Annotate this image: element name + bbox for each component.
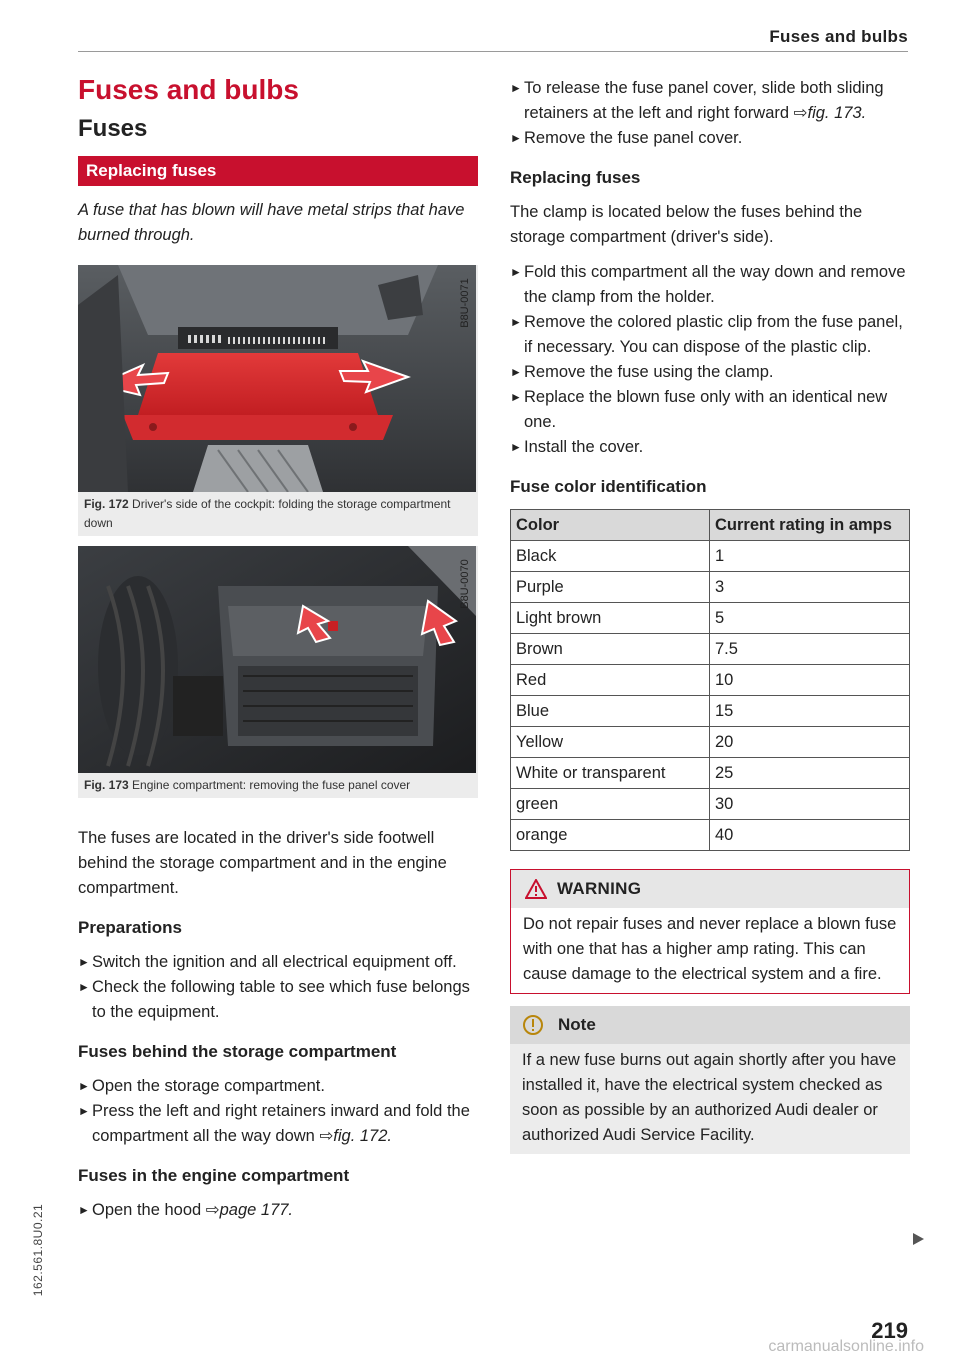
figure-code: B8U-0070 xyxy=(459,559,471,609)
list-item: ► Press the left and right retainers inward and fold the compartment all the way down ⇨fig. 172. xyxy=(78,1099,478,1149)
replace-heading: Replacing fuses xyxy=(510,168,641,187)
list-item: ► To release the fuse panel cover, slide both sliding retainers at the left and right forward ⇨fig. 173. xyxy=(510,76,910,126)
section-title: Fuses xyxy=(78,115,148,142)
table-row: green 30 xyxy=(511,789,910,820)
table-row: Brown 7.5 xyxy=(511,634,910,665)
bullet-arrow-icon: ► xyxy=(78,1079,90,1093)
table-row: Purple 3 xyxy=(511,572,910,603)
figure-173 xyxy=(78,546,478,798)
bullet-arrow-icon: ► xyxy=(510,131,522,145)
fig-173-link[interactable]: ⇨fig. 173. xyxy=(793,104,867,122)
storage-list xyxy=(78,1074,478,1149)
bullet-arrow-icon: ► xyxy=(510,81,522,95)
color-heading: Fuse color identification xyxy=(510,477,707,496)
watermark: carmanualsonline.info xyxy=(768,1338,924,1355)
page-number: 219 xyxy=(871,1318,908,1343)
note-info-icon xyxy=(522,1014,544,1036)
figure-caption xyxy=(78,492,478,536)
bullet-arrow-icon: ► xyxy=(78,1104,90,1118)
cockpit-illustration xyxy=(78,265,476,492)
figure-caption-text: Driver's side of the cockpit: folding the storage compartment down xyxy=(84,497,451,530)
clamp-paragraph: The clamp is located below the fuses behind the storage compartment (driver's side). xyxy=(510,203,863,246)
figure-172 xyxy=(78,265,478,536)
section-banner: Replacing fuses xyxy=(78,156,478,186)
bullet-arrow-icon: ► xyxy=(510,315,522,329)
intro-paragraph: The fuses are located in the driver's side footwell behind the storage compartment and in the engine compartment. xyxy=(78,829,447,897)
page-177-link[interactable]: ⇨page 177. xyxy=(205,1201,294,1219)
bullet-arrow-icon: ► xyxy=(78,955,90,969)
bullet-arrow-icon: ► xyxy=(78,1203,90,1217)
fuse-color-table xyxy=(510,509,910,851)
list-item: ► Check the following table to see which fuse belongs to the equipment. xyxy=(78,975,478,1025)
bullet-arrow-icon: ► xyxy=(510,265,522,279)
table-row: orange 40 xyxy=(511,820,910,851)
table-row: White or transparent 25 xyxy=(511,758,910,789)
engine-compartment-photo xyxy=(78,546,476,773)
table-row: Yellow 20 xyxy=(511,727,910,758)
chapter-title: Fuses and bulbs xyxy=(78,74,299,105)
table-row: Light brown 5 xyxy=(511,603,910,634)
right-column xyxy=(510,76,910,1154)
preparations-list xyxy=(78,950,478,1025)
list-item: ► Open the hood ⇨page 177. xyxy=(78,1198,478,1223)
figure-label: Fig. 172 xyxy=(84,497,129,511)
warning-box xyxy=(510,869,910,994)
engine-list xyxy=(78,1198,478,1223)
list-item: ► Remove the fuse panel cover. xyxy=(510,126,910,151)
list-item: ► Remove the fuse using the clamp. xyxy=(510,360,910,385)
table-header-row xyxy=(511,510,910,541)
release-list xyxy=(510,76,910,151)
list-item: ► Switch the ignition and all electrical equipment off. xyxy=(78,950,478,975)
bullet-arrow-icon: ► xyxy=(510,390,522,404)
note-box xyxy=(510,1006,910,1154)
preparations-heading: Preparations xyxy=(78,918,182,937)
list-item: ► Remove the colored plastic clip from the fuse panel, if necessary. You can dispose of the plastic clip. xyxy=(510,310,910,360)
list-item: ► Replace the blown fuse only with an identical new one. xyxy=(510,385,910,435)
warning-text: Do not repair fuses and never replace a blown fuse with one that has a higher amp rating. This can cause damage to the electrical system and a fire. xyxy=(523,915,897,983)
table-row: Black 1 xyxy=(511,541,910,572)
bullet-arrow-icon: ► xyxy=(78,980,90,994)
column-header-color: Color xyxy=(511,510,710,541)
list-item: ► Install the cover. xyxy=(510,435,910,460)
bullet-arrow-icon: ► xyxy=(510,365,522,379)
lead-text: A fuse that has blown will have metal strips that have burned through. xyxy=(78,201,465,244)
note-text: If a new fuse burns out again shortly after you have installed it, have the electrical system checked as soon as possible by an authorized Audi dealer or authorized Audi Service Facility. xyxy=(522,1051,897,1144)
column-header-rating: Current rating in amps xyxy=(710,510,910,541)
table-row: Red 10 xyxy=(511,665,910,696)
warning-header xyxy=(511,870,909,908)
left-column xyxy=(78,72,478,1223)
figure-label: Fig. 173 xyxy=(84,778,129,792)
list-item: ► Open the storage compartment. xyxy=(78,1074,478,1099)
fig-172-link[interactable]: ⇨fig. 172. xyxy=(319,1127,392,1145)
engine-illustration xyxy=(78,546,476,773)
side-code: 162.561.8U0.21 xyxy=(31,1203,45,1297)
header-rule xyxy=(78,51,908,52)
note-title: Note xyxy=(558,1015,596,1034)
figure-code: B8U-0071 xyxy=(459,278,471,328)
table-row: Blue 15 xyxy=(511,696,910,727)
replace-list xyxy=(510,260,910,460)
engine-heading: Fuses in the engine compartment xyxy=(78,1166,350,1185)
list-item: ► Fold this compartment all the way down and remove the clamp from the holder. xyxy=(510,260,910,310)
warning-title: WARNING xyxy=(557,879,642,898)
continue-arrow-icon xyxy=(913,1233,924,1245)
figure-caption xyxy=(78,773,478,798)
running-head: Fuses and bulbs xyxy=(769,27,908,46)
note-header xyxy=(510,1006,910,1044)
warning-triangle-icon xyxy=(525,879,547,899)
cockpit-storage-photo xyxy=(78,265,476,492)
bullet-arrow-icon: ► xyxy=(510,440,522,454)
storage-heading: Fuses behind the storage compartment xyxy=(78,1042,397,1061)
figure-caption-text: Engine compartment: removing the fuse panel cover xyxy=(132,778,411,792)
